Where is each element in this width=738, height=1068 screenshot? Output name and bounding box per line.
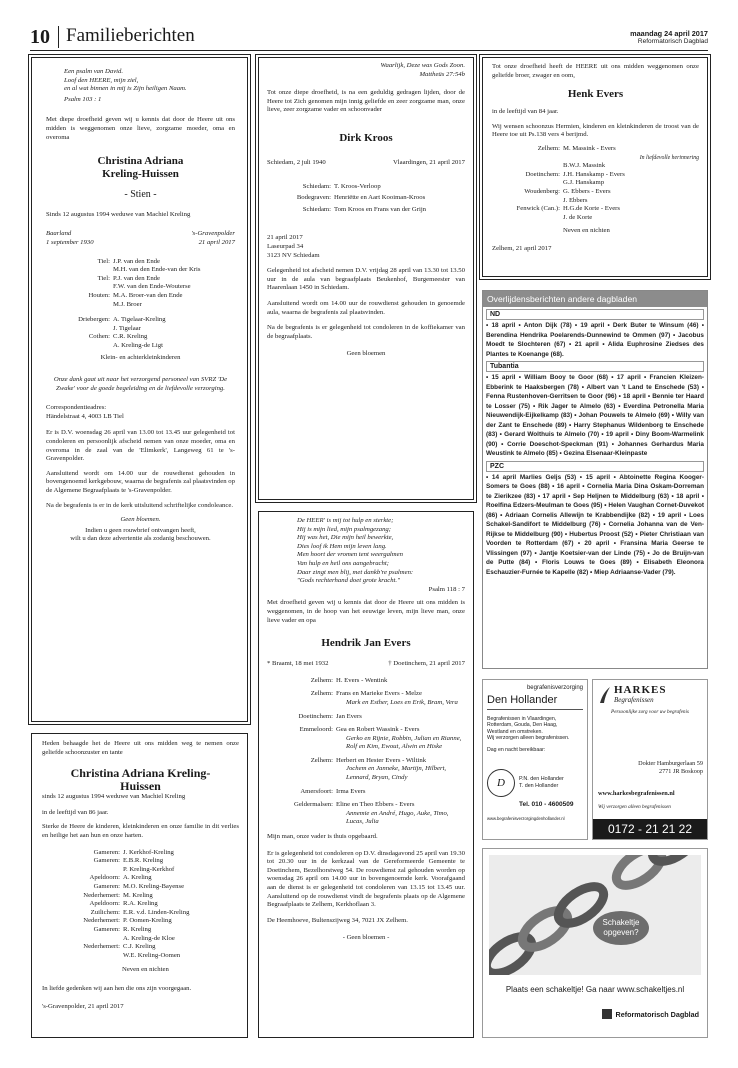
deceased-name: Christina Adriana Kreling- <box>70 766 211 781</box>
death: Vlaardingen, 21 april 2017 <box>392 158 465 166</box>
family-row <box>267 757 465 783</box>
family-member: M. Massink - Evers <box>563 144 616 152</box>
verse-line: Hij is mijn lied, mijn psalmgezang; <box>297 525 391 533</box>
family-member: J. de Korte <box>563 213 593 221</box>
notice-hendrik-jan-evers <box>258 511 474 1038</box>
ad-hours: Dag en nacht bereikbaar: <box>487 746 546 753</box>
family-row <box>267 677 465 686</box>
intro: Tot onze diepe droefheid, is na een geduldig gedragen lijden, door de Heere tot Zich genomen mijn innig geliefde en zeer zorgzame man, onze lieve, zeer zorgzame vader en schoonvader <box>267 89 465 114</box>
family-place: Bodegraven: <box>296 194 331 202</box>
ad-address: 2771 JR Boskoop <box>658 768 703 775</box>
family-member: J. Tigelaar <box>113 324 141 332</box>
psalm-ref: Psalm 103 : 1 <box>64 95 102 103</box>
intro: Met diepe droefheid geven wij u kennis dat door de Heere uit ons midden is weggenomen onze lieve, zorgzame moeder, oma en overoma <box>46 116 235 141</box>
family-list <box>267 183 465 215</box>
family-place: Apeldoorn: <box>89 900 120 908</box>
verse-line: Men hoort der vromen tent weergalmen <box>297 551 403 559</box>
verse-line: Van hulp en heil ons aangebracht; <box>297 559 389 567</box>
verse-line: Hij was het, Die mijn heil bewerkte, <box>297 534 394 542</box>
deceased-name: Hendrik Jan Evers <box>321 637 411 650</box>
family-place: Zelhem: <box>310 756 333 764</box>
ad-schakeltje <box>482 848 708 1038</box>
deceased-surname: Huissen <box>120 779 161 794</box>
address: De Heemhoeve, Bultenszijweg 34, 7021 JX Zelhem. <box>267 916 408 924</box>
family-place <box>500 214 560 223</box>
page-number: 10 <box>30 26 50 48</box>
ad-phone: 0172 - 21 21 22 <box>593 819 707 839</box>
family-member: Eline en Theo Ebbers - Evers <box>336 801 415 809</box>
notice-christina-kreling-1 <box>31 57 248 722</box>
family-member: A. Kreling-de Kloe <box>123 934 175 942</box>
family-place <box>46 935 120 944</box>
paper-deaths: • 18 april • Anton Dijk (78) • 19 april • Derk Buter te Winsum (46) • Berendina Hendrika Poelarends-Dunnewind te Ommen (97) • Jacobus Moedt te Slochteren (67) • 21 april • Alida Euphrosine Ziedses des Plantes te Koenange (68). <box>486 322 704 358</box>
family-member: H. Evers - Wentink <box>336 676 388 684</box>
family-place: Tiel: <box>97 274 110 282</box>
family-place <box>500 162 560 171</box>
family-member: W.E. Kreling-Oomen <box>123 951 181 959</box>
family-member: In liefdevolle herinnering <box>639 154 699 161</box>
ad-text-prefix: Plaats een schakeltje! Ga naar <box>505 985 618 994</box>
verse-line: Dies loof ik Hem mijn leven lang. <box>297 542 387 550</box>
family-place: Doetinchem: <box>298 712 333 720</box>
family-place: Nederhemert: <box>83 891 120 899</box>
deceased-name: Henk Evers <box>567 88 624 101</box>
rd-brand <box>602 1009 699 1019</box>
family-place: Gameren: <box>93 857 120 865</box>
chain-image <box>489 855 701 975</box>
family-place: Emmeloord: <box>299 726 333 734</box>
ad-name: HARKES <box>614 684 667 696</box>
intro: Tot onze droefheid heeft de HEERE uit ons midden weggenomen onze geliefde broer, zwager en oom, <box>492 63 699 79</box>
widow-line: Sinds 12 augustus 1994 weduwe van Machiel Kreling <box>46 210 191 218</box>
family-member: G.J. Hanskamp <box>563 179 605 187</box>
family-place <box>500 179 560 188</box>
family-member: F.W. van den Ende-Wouterse <box>113 283 191 291</box>
family-member: E.B.R. Kreling <box>123 857 164 865</box>
header-rule <box>30 50 708 51</box>
other-papers-sections <box>483 307 707 577</box>
verse: Waarlijk, Deze was Gods Zoon. <box>380 62 465 69</box>
paragraph: Gelegenheid tot afscheid nemen D.V. vrijdag 28 april van 13.30 tot 13.50 uur in de aula van begraafplaats Beukenhof, Burgemeester van Haarenlaan 1450 in Schiedam. <box>267 267 465 292</box>
family-member: A. Tigelaar-Kreling <box>113 316 166 324</box>
text: Wij wensen schoonzus Hermien, kinderen en kleinkinderen de troost van de Heere toe uit Ps.138 vers 4 berijmd. <box>492 122 699 139</box>
bubble-line: opgeven? <box>603 928 639 937</box>
family-place <box>500 197 560 206</box>
rd-logo-icon <box>602 1009 612 1019</box>
family-place <box>46 342 110 351</box>
paragraph: Er is D.V. woensdag 26 april van 13.00 tot 13.45 uur gelegenheid tot condoleren en persoonlijk afscheid nemen van onze moeder, oma en overoma in de zaal van de 'Elimkerk', Langeweg 61 te 's-Gravenpolder. <box>46 429 235 463</box>
family-place: Fenwick (Can.): <box>516 205 560 213</box>
family-member: Frans en Marieke Evers - Melze <box>336 690 422 698</box>
paragraph: Er is gelegenheid tot condoleren op D.V. dinsdagavond 25 april van 19.30 tot 20.30 uur in de kerkzaal van de Gereformeerde Gemeente te Doetinchem, Bezelhorstweg 54. De rouwdienst zal gehouden worden op woensdag 26 april om 14.00 uur in bovengenoemde kerk. Voorafgaand aan de dienst is er gelegenheid tot condoleren van 13.15 tot 13.45 uur. Aansluitend op de rouwdienst vindt de begrafenis plaats op de Algemene Begraafplaats te Zelhem, Kerkhoflaan 3. <box>267 849 465 909</box>
family-member: M.O. Kreling-Bayense <box>123 882 185 890</box>
family-member: J. Ebbers <box>563 196 588 204</box>
verse <box>267 517 465 586</box>
family-place: Tiel: <box>97 257 110 265</box>
family-member: Tom Kroos en Frans van der Grijn <box>334 205 427 213</box>
address-line: 21 april 2017 <box>267 234 303 242</box>
ad-line: Wij verzorgen alleen begrafenissen. <box>487 735 570 742</box>
family-place: Gameren: <box>93 848 120 856</box>
family-place: Houten: <box>88 291 110 299</box>
ad-link[interactable]: www.schakeltjes.nl <box>617 985 685 994</box>
family-place: Zelhem: <box>310 676 333 684</box>
family-place: Gameren: <box>93 925 120 933</box>
family-row <box>267 801 465 827</box>
family-member: J.H. Hanskamp - Evers <box>563 170 625 178</box>
ad-web: www.begrafenisverzorgingdenhollander.nl <box>487 816 565 822</box>
birth: * Braamt, 18 mei 1932 <box>267 660 329 668</box>
laid-out: Mijn man, onze vader is thuis opgebaard. <box>267 833 378 841</box>
family-place <box>46 309 110 316</box>
nickname: - Stien - <box>124 189 157 201</box>
nephews: Neven en nichten <box>563 227 610 235</box>
family-place: Cothen: <box>88 333 110 341</box>
death-place: 's-Gravenpolder <box>191 230 235 238</box>
ad-sub: Begrafenissen <box>614 696 654 704</box>
family-member: E.R. v.d. Linden-Kreling <box>123 908 190 916</box>
family-member: C.R. Kreling <box>113 333 148 341</box>
family-row <box>267 788 465 797</box>
paper-label: ND <box>486 309 704 320</box>
dove-icon <box>599 686 611 704</box>
family-member <box>113 309 235 316</box>
family-place: Woudenberg: <box>524 187 560 195</box>
grandchildren: Mark en Esther, Loes en Erik, Bram, Vera <box>346 698 458 706</box>
family-member: G. Ebbers - Evers <box>563 187 611 195</box>
family-place <box>46 283 110 292</box>
closing: wilt u dan deze advertentie als zodanig beschouwen. <box>70 535 211 543</box>
ad-line: Westland en omstreken. <box>487 728 543 735</box>
ad-line: Begrafenissen in Vlaardingen, <box>487 716 557 722</box>
family-member: P.J. van den Ende <box>113 274 160 282</box>
birth-date: 1 september 1930 <box>46 238 94 246</box>
widow-line: sinds 12 augustus 1994 weduwe van Machiel Kreling <box>42 793 186 801</box>
family-place: Nederhemert: <box>83 917 120 925</box>
brand-name: Reformatorisch Dagblad <box>615 1009 699 1019</box>
header-paper: Reformatorisch Dagblad <box>637 38 708 45</box>
address-line: Laseurpad 34 <box>267 242 304 250</box>
birth-place: Baarland <box>46 230 72 238</box>
verse-line: De HEER' is mij tot hulp en sterkte; <box>297 517 394 524</box>
deceased-name: Christina Adriana <box>97 155 184 168</box>
family-place <box>46 952 120 961</box>
ad-slogan: Persoonlijke zorg voor uw begrafenis <box>611 709 689 715</box>
family-place: Nederhemert: <box>83 943 120 951</box>
family-list <box>267 677 465 827</box>
flowers: - Geen bloemen - <box>342 934 390 942</box>
family-place: Driebergen: <box>78 316 110 324</box>
family-place: Amersfoort: <box>300 787 333 795</box>
closing: Indien u geen rouwbrief ontvangen heeft, <box>85 526 196 534</box>
family-member: J.P. van den Ende <box>113 257 160 265</box>
grandchildren: Gerko en Rijnie, Robbin, Julian en Rianne, Rolf en Kim, Ewout, Alwin en Hiske <box>346 734 462 751</box>
verse-line: Daar zingt men blij, met dankb're psalmen: <box>297 568 414 576</box>
family-member: Irma Evers <box>336 787 366 795</box>
correspondence-address: Händelstraat 4, 4003 LB Tiel <box>46 412 124 420</box>
family-place <box>46 866 120 875</box>
family-member: R. Kreling <box>123 925 152 933</box>
family-member: Gea en Robert Wassink - Evers <box>336 726 420 734</box>
footer: Zelhem, 21 april 2017 <box>492 244 552 252</box>
monogram-icon: D <box>487 769 515 797</box>
paragraph: Na de begrafenis is er gelegenheid tot condoleren in de koffiekamer van de begraafplaats. <box>267 324 465 340</box>
family-place: Schiedam: <box>302 205 331 213</box>
ad-tag: begrafenisverzorging <box>526 685 583 691</box>
notice-christina-kreling-2 <box>31 733 248 1038</box>
memory: In liefde gedenken wij aan hen die ons zijn voorgegaan. <box>42 984 192 992</box>
family-member: C.J. Kreling <box>123 943 156 951</box>
thanks: Onze dank gaat uit naar het verzorgend personeel van SVRZ 'De Zwake' voor de goede begeleiding en de liefdevolle verzorging. <box>53 376 228 392</box>
family-place <box>46 301 110 310</box>
family-member: J. Kerkhof-Kreling <box>123 848 174 856</box>
family-member: M. Kreling <box>123 891 153 899</box>
family-member: M.A. Broer-van den Ende <box>113 291 183 299</box>
text: Sterke de Heere de kinderen, kleinkinderen en onze familie in dit verlies en heilige het aan hun en onze harten. <box>42 823 239 839</box>
notice-henk-evers <box>482 57 708 277</box>
intro: Met droefheid geven wij u kennis dat door de Heere uit ons midden is weggenomen, in de hoop van het eeuwige leven, mijn lieve man, onze lieve vader en opa <box>267 599 465 624</box>
paper-label: PZC <box>486 461 704 472</box>
flowers: Geen bloemen. <box>120 516 161 524</box>
footer: 's-Gravenpolder, 21 april 2017 <box>42 1003 124 1011</box>
family-member: M.H. van den Ende-van der Kris <box>113 266 201 274</box>
bubble-line: Schakeltje <box>602 918 640 927</box>
header-date: maandag 24 april 2017 <box>630 29 708 38</box>
header-divider <box>58 26 59 48</box>
verse-line: "Gods rechterhand doet grote kracht." <box>297 577 400 585</box>
ad-text <box>483 985 707 995</box>
family-row <box>267 690 465 707</box>
family-list <box>42 849 239 961</box>
notice-dirk-kroos <box>258 57 474 500</box>
ad-note: Wij verzorgen alleen begrafenissen <box>598 804 671 810</box>
ad-line: Rotterdam, Gouda, Den Haag, <box>487 722 558 729</box>
family-place: Zuilichem: <box>90 908 120 916</box>
section-title: Familieberichten <box>66 25 195 46</box>
grandchildren: Klein- en achterkleinkinderen <box>100 354 181 362</box>
psalm-line: Een psalm van David. <box>64 68 124 75</box>
family-member: Herbert en Hester Evers - Wiltink <box>336 756 427 764</box>
family-list <box>492 145 699 222</box>
family-place: Doetinchem: <box>525 170 560 178</box>
flowers: Geen bloemen <box>346 350 386 358</box>
verse-ref: Mattheüs 27:54b <box>419 70 465 78</box>
chain-icon <box>489 855 701 975</box>
ad-den-hollander <box>482 679 588 840</box>
age: in de leeftijd van 86 jaar. <box>42 808 109 816</box>
address-line: 3123 NV Schiedam <box>267 251 320 259</box>
family-member: R.A. Kreling <box>123 900 158 908</box>
family-row <box>267 713 465 722</box>
grandchildren: Jochem en Janneke, Martijn, Hilbert, Lennard, Bryan, Cindy <box>346 765 447 782</box>
family-member: M.J. Broer <box>113 300 142 308</box>
family-place <box>46 266 110 275</box>
age: in de leeftijd van 84 jaar. <box>492 108 559 116</box>
ad-harkes <box>592 679 708 840</box>
psalm-line: Loof den HEERE, mijn ziel, <box>64 76 139 84</box>
paper-deaths: • 15 april • William Booy te Goor (68) • 17 april • Francien Kleizen-Ebberink te Haaksbergen (78) • Albert van 't Land te Enschede (53) • Fenna Rustenhoven-Gerritsen te Goor (96) • 18 april • Bennie ter Haard te Losser (75) • Rik Jager te Almelo (63) • Everdina Petronella Maria Nieuwendijk-Eijkelkamp (83) • Johan Pouwels te Almelo (69) • Willy van der Zant te Enschede (89) • Harry Stephanus Wildenborg te Enschede (83) • Gerard Wolthuis te Almelo (70) • 19 april • Diny Boom-Warmelink (90) • Corrie Doeschot-Speckman (91) • Johannes Gerhardus Maria Weustink te Almelo (85) • Gezina Elsenaar-Kleinpaste <box>486 374 704 457</box>
ad-web: www.harkesbegrafenissen.nl <box>598 790 675 797</box>
family-member: Jan Evers <box>336 712 362 720</box>
speech-bubble <box>593 911 649 945</box>
verse-ref: Psalm 118 : 7 <box>428 585 465 593</box>
nephews: Neven en nichten <box>122 966 169 974</box>
family-row <box>267 726 465 752</box>
paragraph: Aansluitend wordt om 14.00 uur de rouwdienst gehouden in genoemde aula, waarna de begrafenis zal plaatsvinden. <box>267 299 465 316</box>
ad-contact: T. den Hollander <box>519 783 559 790</box>
family-member: P. Kreling-Kerkhof <box>123 865 175 873</box>
family-place <box>500 154 560 163</box>
family-place: Apeldoorn: <box>89 874 120 882</box>
ad-name: Den Hollander <box>487 694 583 710</box>
family-place <box>46 325 110 334</box>
family-member: B.W.J. Massink <box>563 162 606 170</box>
paragraph: Na de begrafenis is er in de kerk uitsluitend schriftelijke condoleance. <box>46 501 233 509</box>
family-place: Gameren: <box>93 882 120 890</box>
family-place: Schiedam: <box>302 182 331 190</box>
family-member: A. Kreling-de Ligt <box>113 341 163 349</box>
correspondence-label: Correspondentieadres: <box>46 404 107 412</box>
birth: Schiedam, 2 juli 1940 <box>267 158 326 166</box>
deceased-surname: Kreling-Huissen <box>102 168 179 181</box>
ad-phone: Tel. 010 - 4600509 <box>519 801 574 809</box>
family-member: Henriëtte en Aart Kooiman-Kroos <box>334 194 426 202</box>
ad-contact: P.N. den Hollander <box>519 776 564 783</box>
other-papers-box <box>482 290 708 669</box>
death-date: 21 april 2017 <box>198 238 235 246</box>
paper-label: Tubantia <box>486 361 704 372</box>
paper-deaths: • 14 april Marlies Geljs (53) • 15 april • Abtoinette Regina Kooger-Somers te Goes (88) • 16 april • Cornelia Maria Dina Oskam-Dorreman te Zierikzee (83) • 17 april • Sep Heljnen te Middelburg (63) • 18 april • Roelfina Edzers-Meulman te Goes (95) • Helen Vaughan Cornet-Duvekot (86) • Adriaan Cornelis Allewijn te Krabbendijke (82) • 19 april • Loes Schakel-Sandifort te Middelburg (76) • Cornelia Johanna van de Ven-Rijkse te Middelburg (90) • Hubertus Proost (52) • Pieter Christiaan van Voorden te Rotterdam (67) • 20 april • Fransina Maria Geerse te Vlissingen (97) • Jantje Koetsier-van der Linde (75) • Jo de Bruijn-van de Putte (84) • Floris Louws te Goes (89) • Elisabeth Eleonora Eschauzier-Furnée te Kapelle (82) • Miep Adriaanse-Vader (79). <box>486 473 704 576</box>
death: † Doetinchem, 21 april 2017 <box>388 660 465 668</box>
family-member: H.G.de Korte - Evers <box>563 205 621 213</box>
family-member: T. Kroos-Verloop <box>334 182 381 190</box>
family-place: Geldermalsen: <box>294 801 333 809</box>
grandchildren: Annemie en André, Hugo, Auke, Timo, Lucas, Julia <box>346 809 449 826</box>
other-papers-title: Overlijdensberichten andere dagbladen <box>483 291 707 307</box>
ad-address: Dokter Hamburgerlaan 59 <box>638 760 703 767</box>
paragraph: Aansluitend wordt om 14.00 uur de rouwdienst gehouden in bovengenoemd kerkgebouw, waarna de begrafenis zal plaatsvinden op de Algemene Begraafplaats te 's-Gravenpolder. <box>46 469 235 494</box>
psalm-line: en al wat binnen in mij is Zijn heiligen Naam. <box>64 85 187 93</box>
family-member: A. Kreling <box>123 874 152 882</box>
family-list <box>46 258 235 351</box>
deceased-name: Dirk Kroos <box>339 131 393 144</box>
family-place: Zelhem: <box>310 690 333 698</box>
intro: Heden behaagde het de Heere uit ons midden weg te nemen onze geliefde schoonzuster en tante <box>42 740 239 756</box>
family-place: Zelhem: <box>537 144 560 152</box>
family-member: P. Oomen-Kreling <box>123 917 172 925</box>
